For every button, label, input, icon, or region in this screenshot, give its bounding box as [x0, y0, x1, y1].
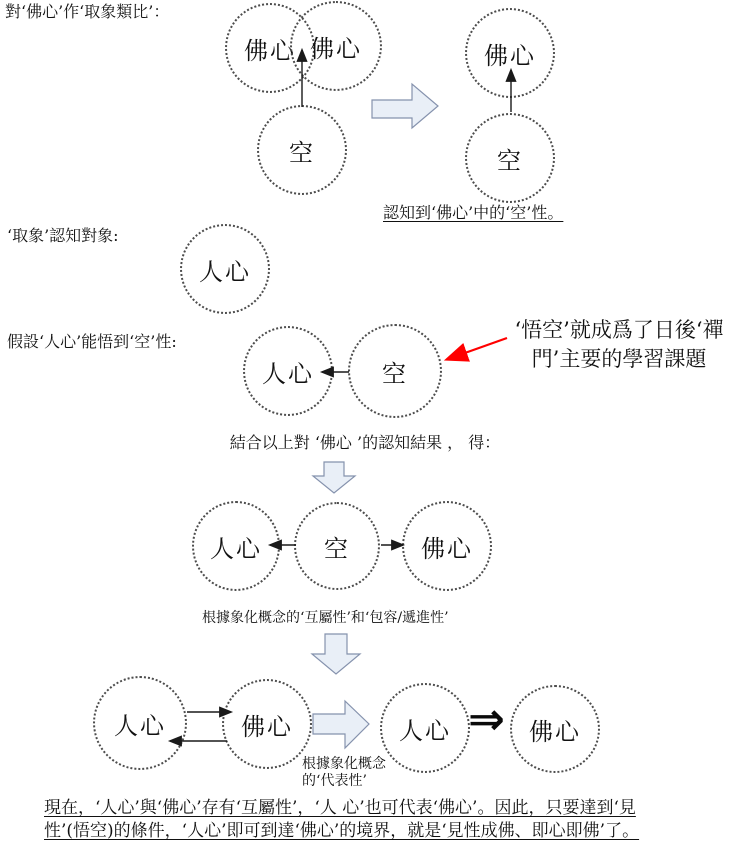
- result-buddha-mind-circle: [465, 8, 555, 98]
- wukong-annotation-line2: 門’主要的學習課題: [531, 347, 707, 371]
- human-mind-combined-label: 人心: [210, 534, 262, 563]
- human-mind-hypothesis-label: 人心: [262, 359, 314, 388]
- perception-target-label: ‘取象’認知對象:: [7, 226, 119, 245]
- block-arrow-down-1: [313, 462, 355, 493]
- emptiness-hypothesis-label: 空: [382, 359, 408, 388]
- result-emptiness-circle: [465, 113, 555, 203]
- block-arrow-right-1: [372, 84, 438, 128]
- representativeness-note-line2: 的‘代表性’: [302, 773, 367, 789]
- human-mind-pair-circle: [93, 676, 187, 770]
- venn-right-buddha-mind-circle: [290, 1, 382, 91]
- emptiness-source-circle: [257, 105, 347, 195]
- human-mind-final-label: 人心: [399, 716, 451, 745]
- buddha-mind-pair-label: 佛心: [241, 712, 293, 741]
- result-buddha-mind-label: 佛心: [484, 41, 536, 70]
- hypothesis-label: 假設‘人心’能悟到‘空’性:: [7, 332, 177, 351]
- combine-caption: 結合以上對 ‘佛心 ’的認知結果 ， 得：: [229, 433, 501, 452]
- emptiness-hypothesis-circle: [348, 324, 442, 418]
- emptiness-combined-label: 空: [324, 534, 350, 563]
- buddha-mind-combined-label: 佛心: [421, 534, 473, 563]
- human-mind-target-circle: [180, 224, 270, 314]
- emptiness-combined-circle: [294, 502, 380, 590]
- representativeness-note-line1: 根據象化概念: [302, 756, 386, 772]
- human-mind-pair-label: 人心: [114, 711, 166, 740]
- buddha-mind-pair-circle: [222, 679, 312, 769]
- human-mind-target-label: 人心: [199, 257, 251, 286]
- human-mind-final-circle: [380, 683, 470, 773]
- cognition-caption: 認知到‘佛心’中的‘空’性。: [383, 203, 564, 222]
- implies-arrow-symbol: ⇒: [468, 694, 505, 745]
- buddha-mind-final-circle: [510, 685, 600, 773]
- block-arrow-down-2: [312, 634, 360, 674]
- venn-left-buddha-mind-label: 佛心: [244, 36, 296, 65]
- conclusion-line1: 現在，‘人心’與‘佛心’存有‘互屬性’，‘人 心’也可代表‘佛心’。因此，只要達到‘見: [44, 798, 636, 818]
- emptiness-source-label: 空: [289, 138, 315, 167]
- mutuality-note: 根據象化概念的‘互屬性’和‘包容/遞進性’: [202, 610, 449, 626]
- conclusion-line2: 性’(悟空)的條件，‘人心’即可到達‘佛心’的境界，就是‘見性成佛、即心即佛’了。: [44, 820, 640, 841]
- result-emptiness-label: 空: [497, 146, 523, 175]
- human-mind-combined-circle: [192, 501, 280, 591]
- analogy-section-label: 對‘佛心’作‘取象類比’：: [5, 2, 170, 21]
- conclusion-paragraph: [44, 797, 750, 842]
- venn-right-buddha-mind-label: 佛心: [310, 34, 362, 63]
- wukong-annotation-line1: ‘悟空’就成爲了日後‘禪: [514, 318, 724, 342]
- representativeness-note: [302, 756, 386, 790]
- wukong-annotation: [488, 316, 750, 374]
- buddha-mind-combined-circle: [402, 501, 492, 591]
- human-mind-hypothesis-circle: [243, 326, 333, 416]
- buddha-mind-final-label: 佛心: [529, 717, 581, 746]
- block-arrow-right-2: [313, 701, 369, 748]
